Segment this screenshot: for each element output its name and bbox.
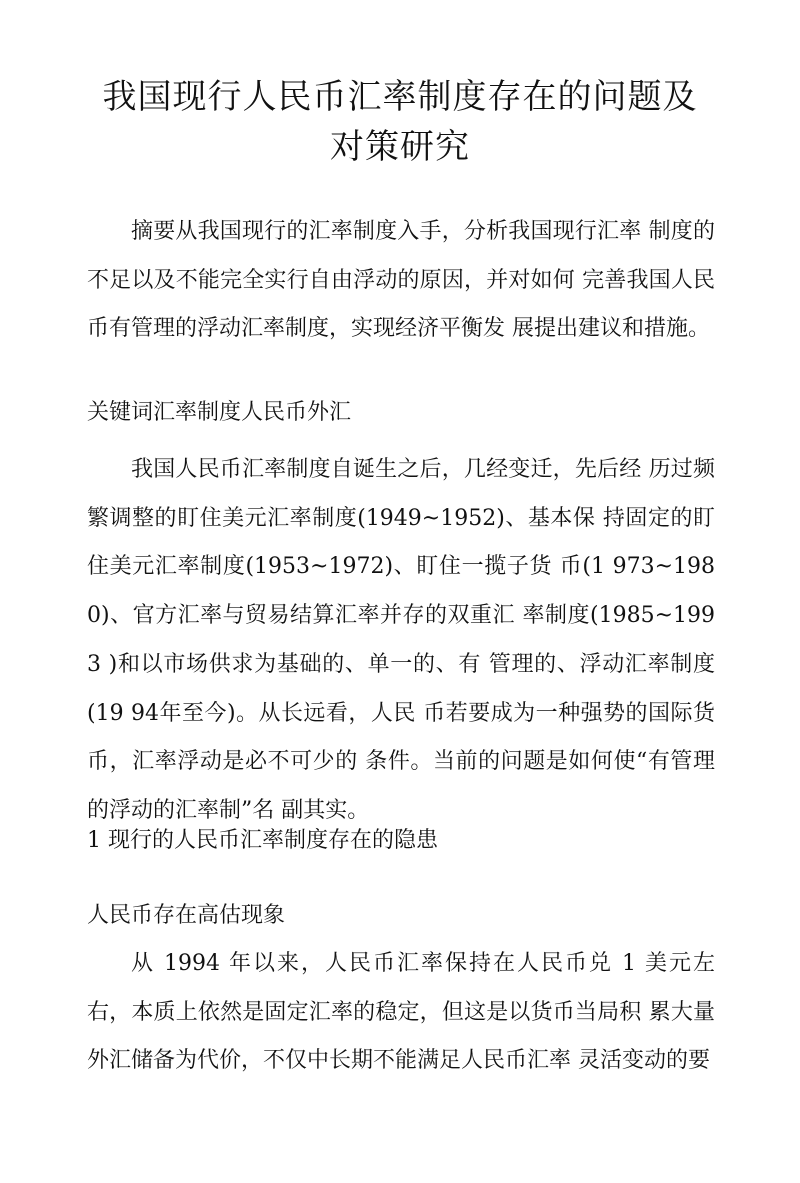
keywords-line: 关键词汇率制度人民币外汇 (87, 400, 352, 425)
body-paragraph: 从 1994 年以来，人民币汇率保持在人民币兑 1 美元左 右，本质上依然是固定汇率的稳定，但这是以货币当局积 累大量外汇储备为代价，不仅中长期不能满足人民币汇率 灵活变动的要 (87, 951, 715, 1074)
abstract-paragraph: 摘要从我国现行的汇率制度入手，分析我国现行汇率 制度的不足以及不能完全实行自由浮动的原因，并对如何 完善我国人民币有管理的浮动汇率制度，实现经济平衡发 展提出建议和措施。 (87, 219, 715, 342)
section-heading: 1 现行的人民币汇率制度存在的隐患 (87, 828, 438, 853)
intro-paragraph: 我国人民币汇率制度自诞生之后，几经变迁，先后经 历过频繁调整的盯住美元汇率制度(1949~1952)、基本保 持固定的盯住美元汇率制度(1953~1972)、盯住一揽子货 币(1 973~1980)、官方汇率与贸易结算汇率并存的双重汇 率制度(1985~1993 )和以市场供求为基础的、单一的、有 管理的、浮动汇率制度(19 94年至今)。从长远看，人民 币若要成为一种强势的国际货币，汇率浮动是必不可少的 条件。当前的问题是如何使“有管理的浮动的汇率制”名 副其实。 (87, 457, 715, 823)
document-title: 我国现行人民币汇率制度存在的问题及对策研究 (102, 77, 698, 167)
subsection-heading: 人民币存在高估现象 (87, 903, 286, 928)
